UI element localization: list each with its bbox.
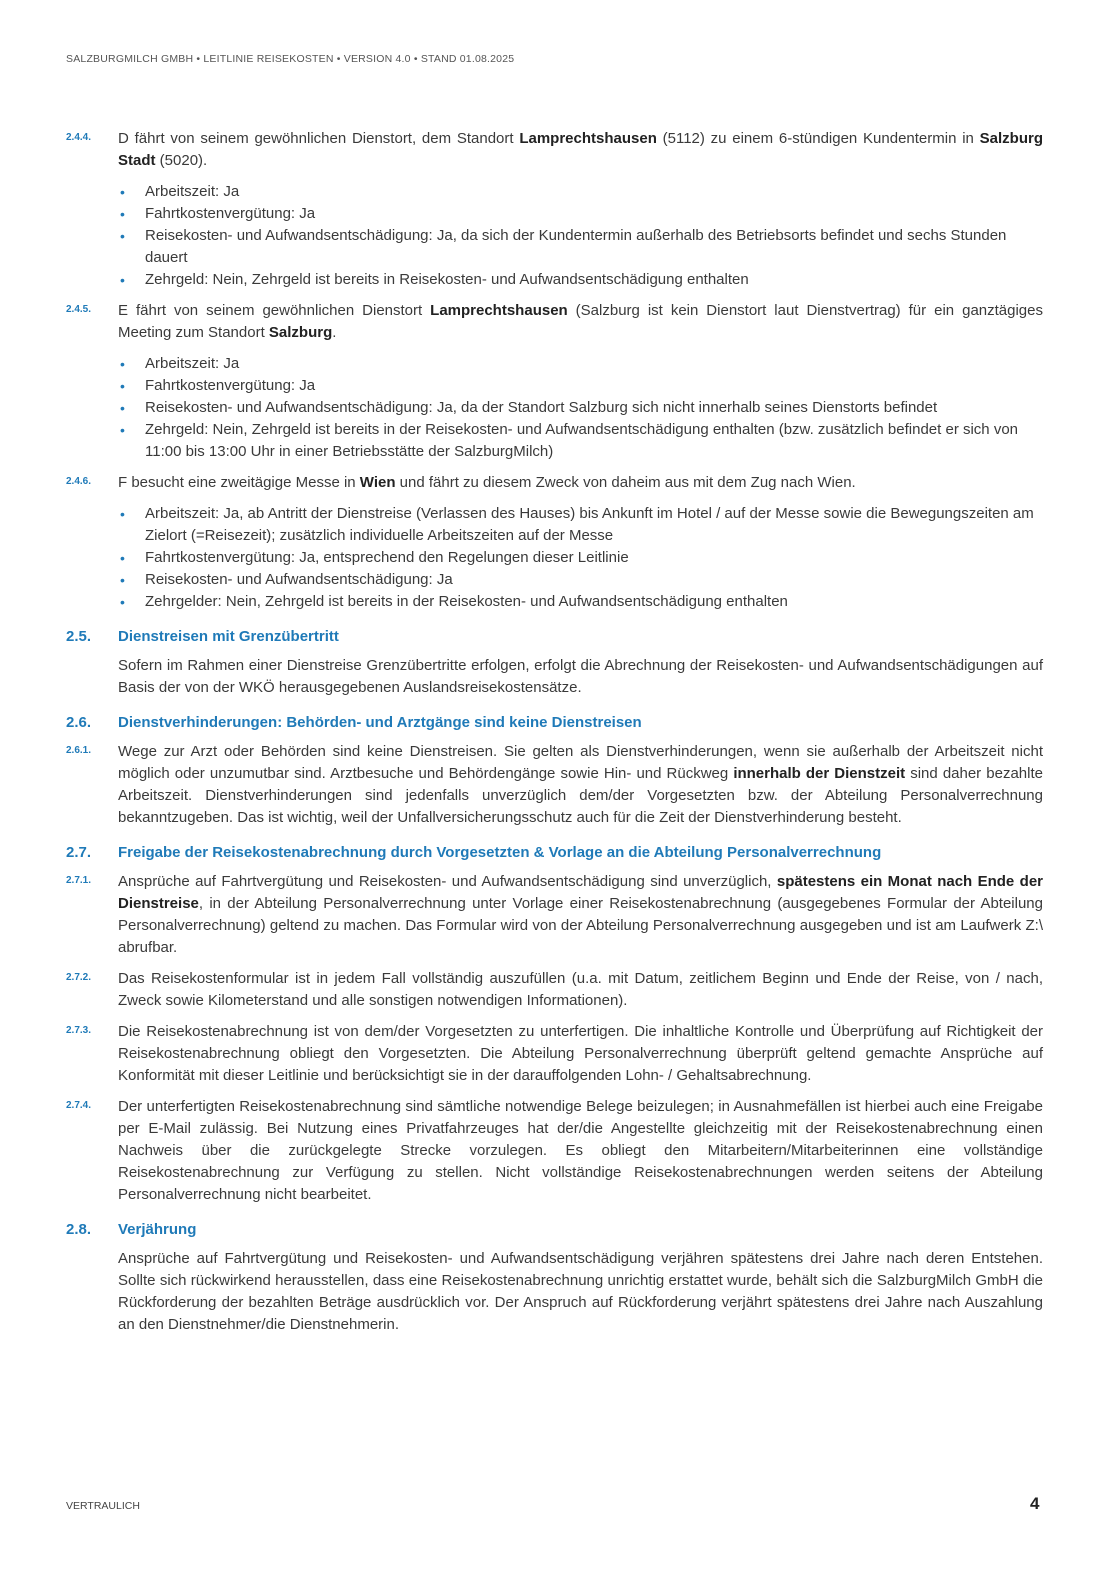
document-body xyxy=(66,128,1043,1345)
list-item: • Arbeitszeit: Ja xyxy=(118,181,1043,203)
paragraph-2-4-4 xyxy=(66,128,1043,172)
paragraph-number: 2.4.5. xyxy=(66,304,92,315)
section-number: 2.5. xyxy=(66,628,92,645)
list-item: • Reisekosten- und Aufwandsentschädigung: Ja, da der Standort Salzburg sich nicht innerhalb seines Dienstorts befindet xyxy=(118,397,1043,419)
section-heading-2-6 xyxy=(66,712,1043,734)
list-item: • Arbeitszeit: Ja, ab Antritt der Dienstreise (Verlassen des Hauses) bis Ankunft im Hotel / auf der Messe sowie die Bewegungszeiten am Zielort (=Reisezeit); zusätzlich individuelle Arbeitszeiten auf der Messe xyxy=(118,503,1043,547)
paragraph-text: Das Reisekostenformular ist in jedem Fall vollständig auszufüllen (u.a. mit Datum, zeitlichem Beginn und Ende der Reise, von / nach, Zweck sowie Kilometerstand und alle sonstigen notwendigen Informationen). xyxy=(118,970,1043,1009)
paragraph-text: F besucht eine zweitägige Messe in Wien und fährt zu diesem Zweck von daheim aus mit dem Zug nach Wien. xyxy=(118,474,856,491)
list-item: • Fahrtkostenvergütung: Ja xyxy=(118,203,1043,225)
paragraph-text: Der unterfertigten Reisekostenabrechnung sind sämtliche notwendige Belege beizulegen; in Ausnahmefällen ist hierbei auch eine Freigabe per E-Mail zulässig. Bei Nutzung eines Privatfahrzeuges hat der/die Angestellte gleichzeitig mit der Reisekostenabrechnung einen Nachweis über die zurückgelegte Strecke vorzulegen. Es obliegt den Mitarbeitern/Mitarbeiterinnen eine vollständige Reisekostenabrechnung zur Verfügung zu stellen. Nicht vollständige Reisekostenabrechnungen werden seitens der Abteilung Personalverrechnung nicht bearbeitet. xyxy=(118,1098,1043,1203)
paragraph-2-7-3 xyxy=(66,1021,1043,1087)
paragraph-number: 2.6.1. xyxy=(66,745,92,756)
section-heading-2-5 xyxy=(66,626,1043,648)
section-number: 2.8. xyxy=(66,1221,92,1238)
bullet-list-2-4-5 xyxy=(118,353,1043,463)
paragraph-2-7-1 xyxy=(66,871,1043,959)
page-number: 4 xyxy=(1030,1494,1040,1513)
list-item: • Fahrtkostenvergütung: Ja xyxy=(118,375,1043,397)
paragraph-2-7-4 xyxy=(66,1096,1043,1206)
paragraph-2-6-1 xyxy=(66,741,1043,829)
paragraph-text: Wege zur Arzt oder Behörden sind keine Dienstreisen. Sie gelten als Dienstverhinderungen, wenn sie außerhalb der Arbeitszeit nicht möglich oder unzumutbar sind. Arztbesuche und Behördengänge sowie Hin- und Rückweg innerhalb der Dienstzeit sind daher bezahlte Arbeitszeit. Dienstverhinderungen sind jedenfalls unverzüglich dem/der Vorgesetzten bzw. der Abteilung Personalverrechnung bekanntzugeben. Das ist wichtig, weil der Unfallversicherungsschutz auch für die Zeit der Dienstverhinderung besteht. xyxy=(118,743,1043,826)
bullet-list-2-4-4 xyxy=(118,181,1043,291)
confidentiality-label: VERTRAULICH xyxy=(66,1500,140,1512)
section-title: Freigabe der Reisekostenabrechnung durch Vorgesetzten & Vorlage an die Abteilung Personalverrechnung xyxy=(118,844,882,861)
list-item: • Arbeitszeit: Ja xyxy=(118,353,1043,375)
paragraph-2-5-text: Sofern im Rahmen einer Dienstreise Grenzübertritte erfolgen, erfolgt die Abrechnung der Reisekosten- und Aufwandsentschädigungen auf Basis der von der WKÖ herausgegebenen Auslandsreisekostensätze. xyxy=(118,657,1043,696)
list-item: • Reisekosten- und Aufwandsentschädigung: Ja, da sich der Kundentermin außerhalb des Betriebsorts befindet und sechs Stunden dauert xyxy=(118,225,1043,269)
section-number: 2.6. xyxy=(66,714,92,731)
section-heading-2-7 xyxy=(66,842,1043,864)
paragraph-number: 2.7.3. xyxy=(66,1025,92,1036)
list-item: • Zehrgelder: Nein, Zehrgeld ist bereits in der Reisekosten- und Aufwandsentschädigung enthalten xyxy=(118,591,1043,613)
section-title: Verjährung xyxy=(118,1221,197,1238)
paragraph-2-8-text: Ansprüche auf Fahrtvergütung und Reisekosten- und Aufwandsentschädigung verjähren spätestens drei Jahre nach deren Entstehen. Sollte sich rückwirkend herausstellen, dass eine Reisekostenabrechnung unrichtig erstattet wurde, behält sich die SalzburgMilch GmbH die Rückforderung der bezahlten Beträge ausdrücklich vor. Der Anspruch auf Rückforderung verjährt spätestens drei Jahre nach Auszahlung an den Dienstnehmer/die Dienstnehmerin. xyxy=(118,1250,1043,1333)
paragraph-2-4-5 xyxy=(66,300,1043,344)
list-item: • Zehrgeld: Nein, Zehrgeld ist bereits in Reisekosten- und Aufwandsentschädigung enthalten xyxy=(118,269,1043,291)
paragraph-number: 2.7.2. xyxy=(66,972,92,983)
paragraph-number: 2.4.4. xyxy=(66,132,92,143)
paragraph-number: 2.4.6. xyxy=(66,476,92,487)
list-item: • Fahrtkostenvergütung: Ja, entsprechend den Regelungen dieser Leitlinie xyxy=(118,547,1043,569)
section-title: Dienstreisen mit Grenzübertritt xyxy=(118,628,339,645)
list-item: • Reisekosten- und Aufwandsentschädigung: Ja xyxy=(118,569,1043,591)
paragraph-number: 2.7.4. xyxy=(66,1100,92,1111)
section-heading-2-8 xyxy=(66,1219,1043,1241)
paragraph-number: 2.7.1. xyxy=(66,875,92,886)
paragraph-text: Ansprüche auf Fahrtvergütung und Reisekosten- und Aufwandsentschädigung sind unverzüglich, spätestens ein Monat nach Ende der Dienstreise, in der Abteilung Personalverrechnung unter Vorlage einer Reisekostenabrechnung (ausgegebenes Formular der Abteilung Personalverrechnung) geltend zu machen. Das Formular wird von der Abteilung Personalverrechnung ausgegeben und ist am Laufwerk Z:\ abrufbar. xyxy=(118,873,1043,956)
list-item: • Zehrgeld: Nein, Zehrgeld ist bereits in der Reisekosten- und Aufwandsentschädigung enthalten (bzw. zusätzlich befindet er sich von 11:00 bis 13:00 Uhr in einer Betriebsstätte der SalzburgMilch) xyxy=(118,419,1043,463)
paragraph-text: D fährt von seinem gewöhnlichen Dienstort, dem Standort Lamprechtshausen (5112) zu einem 6-stündigen Kundentermin in Salzburg Stadt (5020). xyxy=(118,130,1043,169)
paragraph-text: E fährt von seinem gewöhnlichen Dienstort Lamprechtshausen (Salzburg ist kein Dienstort laut Dienstvertrag) für ein ganztägiges Meeting zum Standort Salzburg. xyxy=(118,302,1043,341)
running-header: SALZBURGMILCH GMBH • LEITLINIE REISEKOSTEN • VERSION 4.0 • STAND 01.08.2025 xyxy=(66,53,515,65)
paragraph-text: Die Reisekostenabrechnung ist von dem/der Vorgesetzten zu unterfertigen. Die inhaltliche Kontrolle und Überprüfung auf Richtigkeit der Reisekostenabrechnung obliegt den Vorgesetzten. Die Abteilung Personalverrechnung überprüft geltend gemachte Ansprüche auf Konformität mit dieser Leitlinie und berücksichtigt sie in der darauffolgenden Lohn- / Gehaltsabrechnung. xyxy=(118,1023,1043,1084)
bullet-list-2-4-6 xyxy=(118,503,1043,613)
section-title: Dienstverhinderungen: Behörden- und Arztgänge sind keine Dienstreisen xyxy=(118,714,642,731)
section-number: 2.7. xyxy=(66,844,92,861)
paragraph-2-4-6 xyxy=(66,472,1043,494)
paragraph-2-7-2 xyxy=(66,968,1043,1012)
